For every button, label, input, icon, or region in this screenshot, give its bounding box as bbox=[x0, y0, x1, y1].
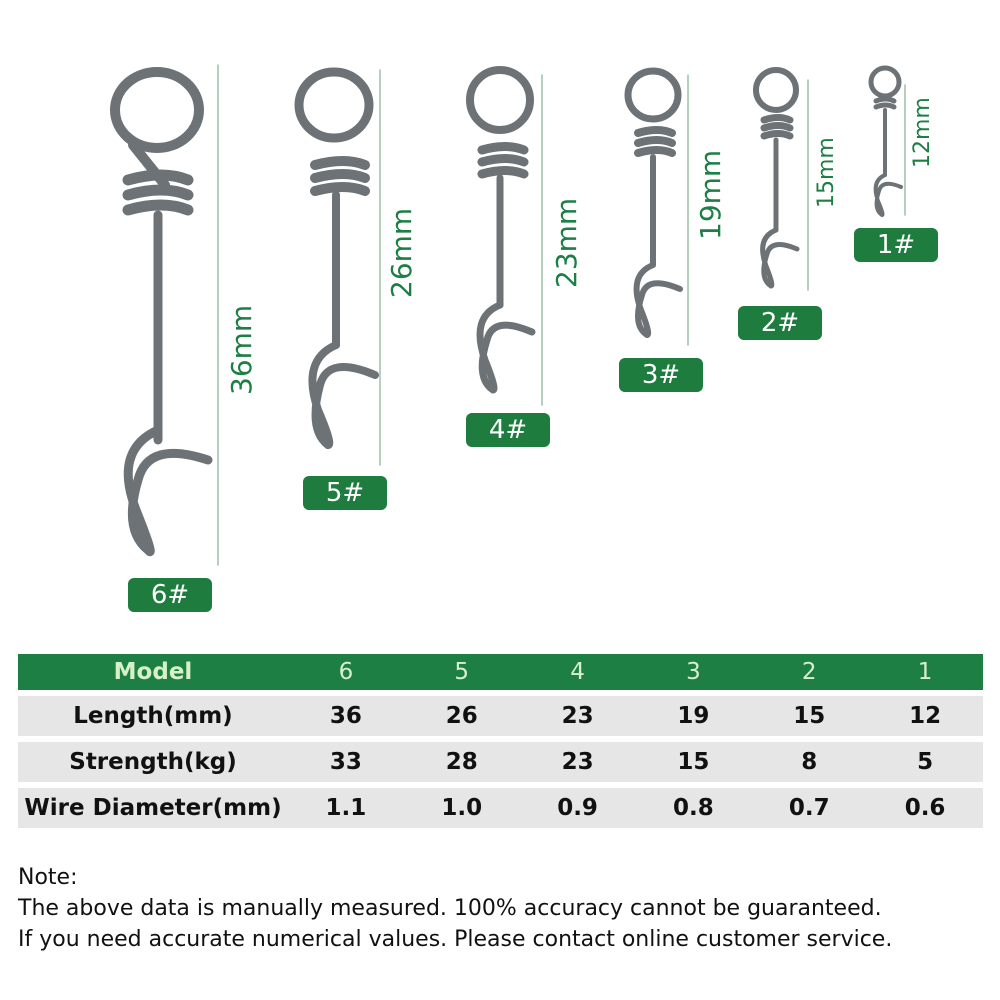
header-cell: 3 bbox=[635, 654, 751, 690]
model-badge-5: 5# bbox=[303, 476, 387, 510]
table-row-length bbox=[18, 696, 983, 736]
table-cell: 12 bbox=[867, 696, 983, 736]
note-title: Note: bbox=[18, 865, 78, 890]
length-label-1: 12mm bbox=[910, 97, 935, 168]
header-cell: 6 bbox=[288, 654, 404, 690]
row-label: Length(mm) bbox=[18, 696, 288, 736]
table-cell: 15 bbox=[751, 696, 867, 736]
row-label: Wire Diameter(mm) bbox=[18, 788, 288, 828]
header-cell: 2 bbox=[751, 654, 867, 690]
header-cell: 1 bbox=[867, 654, 983, 690]
model-badge-3: 3# bbox=[619, 358, 703, 392]
table-cell: 26 bbox=[404, 696, 520, 736]
table-cell: 19 bbox=[635, 696, 751, 736]
table-row-strength bbox=[18, 742, 983, 782]
table-cell: 15 bbox=[635, 742, 751, 782]
table-row-wire-diameter bbox=[18, 788, 983, 828]
table-cell: 8 bbox=[751, 742, 867, 782]
swivel-1-image bbox=[871, 68, 905, 215]
swivel-3-image bbox=[628, 71, 688, 345]
table-cell: 0.6 bbox=[867, 788, 983, 828]
table-cell: 36 bbox=[288, 696, 404, 736]
table-cell: 23 bbox=[520, 742, 636, 782]
length-label-2: 15mm bbox=[814, 137, 839, 208]
row-label: Strength(kg) bbox=[18, 742, 288, 782]
header-cell: 5 bbox=[404, 654, 520, 690]
swivel-5-image bbox=[299, 70, 380, 465]
table-cell: 0.8 bbox=[635, 788, 751, 828]
table-cell: 1.0 bbox=[404, 788, 520, 828]
table-cell: 28 bbox=[404, 742, 520, 782]
table-cell: 5 bbox=[867, 742, 983, 782]
swivel-4-image bbox=[470, 70, 542, 405]
swivel-6-image bbox=[115, 65, 218, 565]
table-cell: 23 bbox=[520, 696, 636, 736]
length-label-5: 26mm bbox=[385, 207, 418, 298]
length-label-4: 23mm bbox=[550, 197, 583, 288]
model-badge-6: 6# bbox=[128, 578, 212, 612]
table-cell: 0.7 bbox=[751, 788, 867, 828]
note-line-1: The above data is manually measured. 100% accuracy cannot be guaranteed. bbox=[18, 896, 882, 921]
model-badge-4: 4# bbox=[466, 413, 550, 447]
swivel-2-image bbox=[756, 70, 808, 290]
table-cell: 1.1 bbox=[288, 788, 404, 828]
length-label-3: 19mm bbox=[694, 149, 727, 240]
model-badge-2: 2# bbox=[738, 306, 822, 340]
length-label-6: 36mm bbox=[225, 304, 258, 395]
model-badge-1: 1# bbox=[854, 228, 938, 262]
table-cell: 0.9 bbox=[520, 788, 636, 828]
disclaimer-note bbox=[18, 862, 988, 955]
table-cell: 33 bbox=[288, 742, 404, 782]
table-header-row bbox=[18, 654, 983, 690]
note-line-2: If you need accurate numerical values. Please contact online customer service. bbox=[18, 927, 893, 952]
spec-table bbox=[18, 648, 983, 834]
header-model-label: Model bbox=[18, 654, 288, 690]
header-cell: 4 bbox=[520, 654, 636, 690]
